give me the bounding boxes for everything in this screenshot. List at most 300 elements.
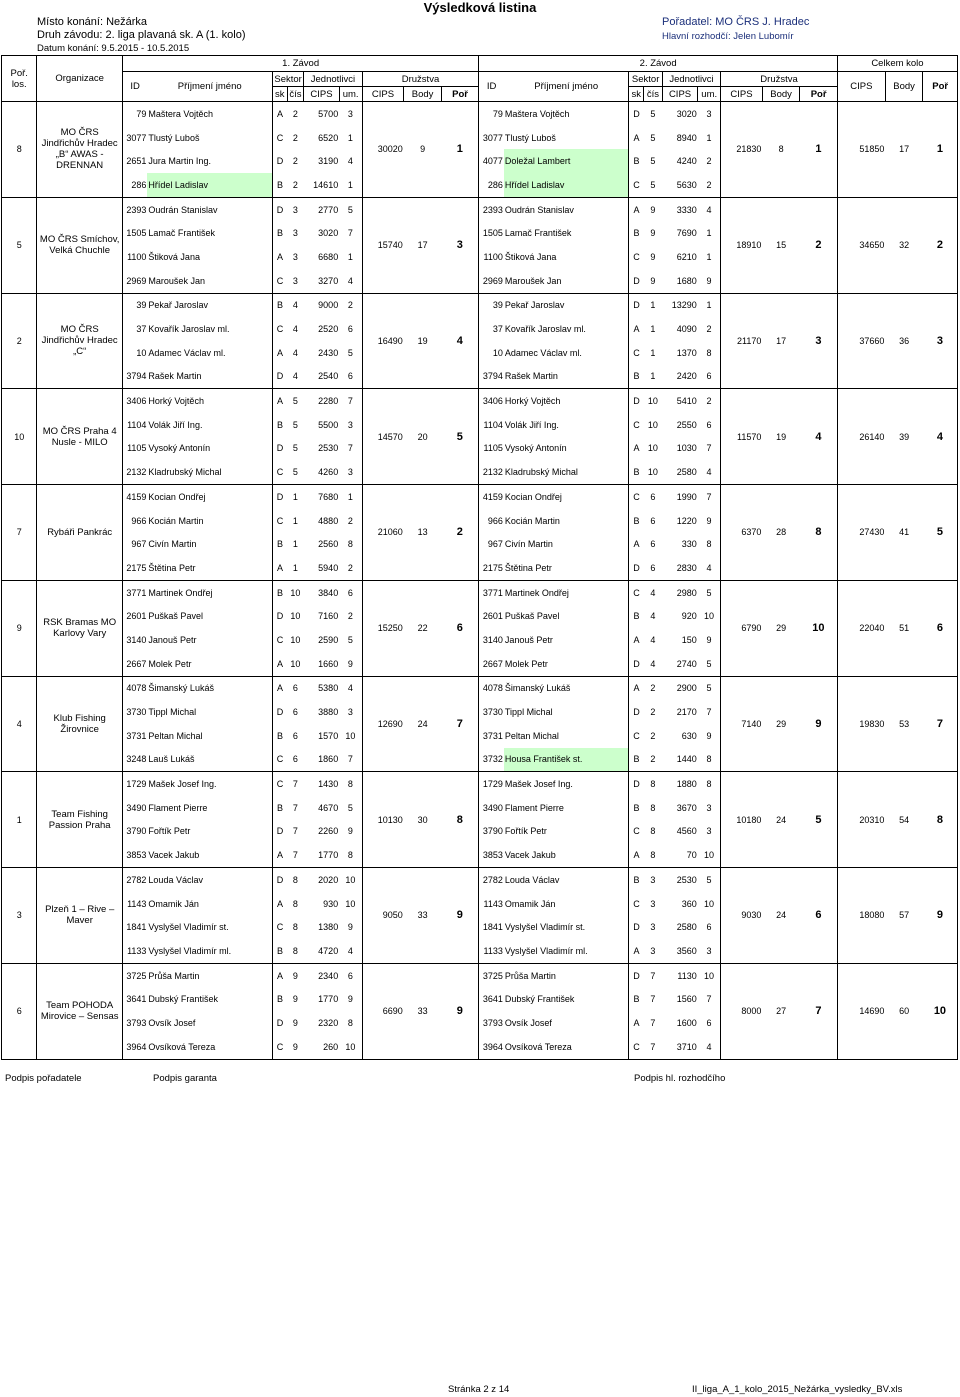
individual-rank: 4: [698, 197, 721, 221]
sector-letter: A: [633, 132, 640, 143]
individual-rank: 10: [698, 963, 721, 987]
team-cips-race1: 14570: [362, 389, 404, 485]
sector-letter: D: [629, 293, 644, 317]
sector-number: 5: [650, 156, 656, 167]
sector-letter: D: [629, 389, 644, 413]
team-cips-race1: 9050: [362, 868, 404, 964]
sector-number: 3: [650, 898, 656, 909]
sector-number: 8: [292, 898, 298, 909]
sector-number: 9: [650, 228, 656, 239]
sector-number: 3: [287, 197, 304, 221]
sector-letter: D: [276, 1017, 284, 1028]
team-cips-race2: 9030: [721, 868, 763, 964]
sector-number: 4: [287, 293, 304, 317]
signature-chief-judge: Podpis hl. rozhodčího: [634, 1073, 726, 1084]
sector-letter: A: [273, 963, 288, 987]
organizer: Pořadatel: MO ČRS J. Hradec: [662, 16, 810, 28]
sector-number: 6: [644, 485, 663, 509]
team-rank-race1: 7: [441, 676, 479, 772]
sector-letter: C: [273, 460, 288, 484]
competitor-id: 286: [122, 173, 147, 197]
individual-rank: 5: [698, 652, 721, 676]
sector-number: 2: [287, 173, 304, 197]
individual-rank: 8: [698, 532, 721, 556]
team-points-race1: 9: [404, 102, 442, 198]
team-points-race1: 19: [404, 293, 442, 389]
team-member-row: [2, 293, 958, 317]
individual-cips: 7690: [676, 228, 697, 239]
individual-cips: 7160: [318, 611, 339, 622]
individual-cips: 3840: [304, 580, 339, 604]
sector-letter: A: [277, 347, 284, 358]
competitor-id: 2393: [479, 197, 504, 221]
individual-rank: 4: [698, 460, 721, 484]
competitor-id: 1729: [122, 772, 147, 796]
individual-rank: 4: [339, 676, 362, 700]
sector-number: 7: [292, 802, 298, 813]
competitor-id: 1105: [127, 443, 147, 454]
competitor-name: Flament Pierre: [147, 796, 272, 820]
competitor-name: Průša Martin: [147, 963, 272, 987]
total-rank: 6: [923, 580, 958, 676]
sector-number: 5: [644, 173, 663, 197]
signature-organizer: Podpis pořadatele: [5, 1073, 82, 1084]
team-points-race2: 29: [762, 580, 800, 676]
competitor-id: 10: [136, 347, 147, 358]
sector-letter: B: [633, 994, 640, 1005]
competitor-name: Kladrubský Michal: [504, 460, 629, 484]
competitor-id: 967: [131, 539, 147, 550]
individual-cips: 930: [323, 898, 339, 909]
team-member-row: [2, 197, 958, 221]
competitor-name: Martinek Ondřej: [147, 580, 272, 604]
individual-cips: 1880: [662, 772, 697, 796]
individual-cips: 2900: [662, 676, 697, 700]
team-rank-race2: 6: [800, 868, 838, 964]
total-cips: 51850: [837, 102, 885, 198]
individual-rank: 10: [698, 843, 721, 867]
sector-letter: B: [633, 802, 640, 813]
sector-number: 6: [650, 539, 656, 550]
total-cips: 34650: [837, 197, 885, 293]
individual-cips: 5500: [318, 419, 339, 430]
individual-rank: 6: [698, 915, 721, 939]
sector-number: 1: [650, 347, 656, 358]
sector-number: 7: [644, 1035, 663, 1059]
competitor-name: Rašek Martin: [147, 365, 272, 389]
sector-number: 3: [292, 251, 298, 262]
sector-letter: A: [273, 556, 288, 580]
team-organization: MO ČRS Jindřichův Hradec „C“: [37, 293, 122, 389]
sector-letter: B: [277, 994, 284, 1005]
competitor-id: 1841: [126, 922, 147, 933]
sector-letter: A: [629, 676, 644, 700]
competitor-name: Štětina Petr: [147, 556, 272, 580]
sector-number: 2: [292, 132, 298, 143]
team-points-race2: 15: [762, 197, 800, 293]
total-points: 36: [885, 293, 923, 389]
individual-rank: 7: [698, 485, 721, 509]
individual-rank: 8: [339, 1011, 362, 1035]
individual-cips: 3560: [662, 939, 697, 963]
individual-cips: 13290: [662, 293, 697, 317]
col-team-cips-2: CIPS: [721, 87, 763, 102]
competitor-name: Kladrubský Michal: [147, 460, 272, 484]
competitor-name: Peltan Michal: [504, 724, 629, 748]
individual-cips: 1680: [662, 269, 697, 293]
page-number: Stránka 2 z 14: [448, 1384, 510, 1395]
individual-cips: 2980: [662, 580, 697, 604]
team-rank-race1: 2: [441, 485, 479, 581]
total-points: 53: [885, 676, 923, 772]
individual-rank: 7: [339, 748, 362, 772]
total-cips: 26140: [837, 389, 885, 485]
competitor-name: Vacek Jakub: [504, 843, 629, 867]
individual-cips: 920: [681, 611, 697, 622]
competitor-id: 3964: [479, 1035, 504, 1059]
col-um-1: um.: [339, 87, 362, 102]
competitor-id: 2667: [122, 652, 147, 676]
individual-rank: 9: [339, 820, 362, 844]
individual-cips: 1370: [676, 347, 697, 358]
individual-rank: 5: [339, 341, 362, 365]
competitor-id: 3790: [126, 826, 147, 837]
individual-rank: 2: [698, 149, 721, 173]
individual-cips: 4260: [304, 460, 339, 484]
team-organization: Plzeň 1 – Rive – Maver: [37, 868, 122, 964]
sector-number: 4: [650, 634, 656, 645]
sector-letter: C: [273, 748, 288, 772]
team-points-race2: 27: [762, 963, 800, 1059]
competitor-id: 2601: [482, 611, 503, 622]
individual-cips: 70: [662, 843, 697, 867]
race-dates: Datum konání: 9.5.2015 - 10.5.2015: [37, 43, 190, 54]
individual-rank: 2: [698, 389, 721, 413]
sector-letter: A: [633, 1017, 640, 1028]
individual-cips: 2580: [676, 922, 697, 933]
individual-cips: 5940: [304, 556, 339, 580]
individual-rank: 7: [339, 437, 362, 461]
sector-letter: C: [633, 347, 640, 358]
competitor-name: Štětina Petr: [504, 556, 629, 580]
sector-number: 1: [644, 365, 663, 389]
sector-letter: D: [276, 156, 284, 167]
sector-number: 3: [644, 939, 663, 963]
col-total-por: Poř: [923, 72, 958, 102]
individual-cips: 3020: [662, 102, 697, 126]
sector-number: 2: [287, 102, 304, 126]
sector-letter: D: [273, 868, 288, 892]
individual-rank: 2: [339, 293, 362, 317]
individual-rank: 7: [698, 700, 721, 724]
sector-letter: B: [633, 228, 640, 239]
team-organization: MO ČRS Smíchov, Velká Chuchle: [37, 197, 122, 293]
sector-letter: A: [633, 634, 640, 645]
sector-letter: A: [629, 197, 644, 221]
competitor-id: 2782: [479, 868, 504, 892]
team-lot: 1: [2, 772, 37, 868]
sector-number: 4: [292, 324, 298, 335]
team-cips-race1: 16490: [362, 293, 404, 389]
team-member-row: [2, 102, 958, 126]
team-points-race1: 17: [404, 197, 442, 293]
competitor-name: Rašek Martin: [504, 365, 629, 389]
sector-letter: D: [629, 772, 644, 796]
individual-rank: 7: [698, 987, 721, 1011]
sector-letter: D: [633, 707, 640, 718]
competitor-name: Vyslyšel Vladimír st.: [147, 915, 272, 939]
individual-cips: 1770: [318, 994, 339, 1005]
race-type: Druh závodu: 2. liga plavaná sk. A (1. kolo): [37, 29, 246, 41]
competitor-id: 966: [131, 515, 147, 526]
individual-rank: 9: [698, 269, 721, 293]
sector-letter: B: [277, 228, 284, 239]
sector-number: 1: [650, 324, 656, 335]
sector-number: 3: [292, 228, 298, 239]
individual-rank: 1: [698, 245, 721, 269]
sector-number: 9: [287, 1035, 304, 1059]
competitor-name: Lamač František: [504, 221, 629, 245]
competitor-name: Janouš Petr: [147, 628, 272, 652]
col-cips-1: CIPS: [304, 87, 339, 102]
competitor-name: Dubský František: [147, 987, 272, 1011]
sector-number: 7: [287, 843, 304, 867]
team-cips-race2: 6370: [721, 485, 763, 581]
individual-rank: 3: [339, 413, 362, 437]
individual-rank: 1: [698, 126, 721, 150]
competitor-id: 2969: [479, 269, 504, 293]
col-id-2: ID: [479, 72, 504, 102]
sector-number: 10: [287, 580, 304, 604]
competitor-name: Civín Martin: [504, 532, 629, 556]
individual-rank: 1: [339, 126, 362, 150]
sector-letter: C: [629, 173, 644, 197]
sector-number: 5: [650, 132, 656, 143]
individual-rank: 8: [339, 772, 362, 796]
competitor-name: Volák Jiří Ing.: [504, 413, 629, 437]
sector-number: 2: [644, 676, 663, 700]
chief-judge: Hlavní rozhodčí: Jelen Lubomír: [662, 31, 794, 42]
individual-cips: 1600: [676, 1017, 697, 1028]
sector-letter: B: [273, 580, 288, 604]
individual-rank: 7: [339, 221, 362, 245]
competitor-id: 286: [479, 173, 504, 197]
competitor-name: Kocián Martin: [147, 509, 272, 533]
competitor-id: 4078: [122, 676, 147, 700]
competitor-id: 1841: [482, 922, 503, 933]
total-points: 54: [885, 772, 923, 868]
individual-rank: 6: [339, 365, 362, 389]
individual-rank: 2: [339, 604, 362, 628]
sector-letter: D: [273, 365, 288, 389]
team-cips-race1: 30020: [362, 102, 404, 198]
individual-cips: 1430: [304, 772, 339, 796]
competitor-id: 966: [487, 515, 503, 526]
individual-cips: 1220: [676, 515, 697, 526]
individual-rank: 9: [698, 724, 721, 748]
col-individual-2: Jednotlivci: [662, 72, 720, 87]
competitor-id: 79: [479, 102, 504, 126]
individual-cips: 330: [681, 539, 697, 550]
sector-number: 7: [650, 1017, 656, 1028]
sector-letter: C: [276, 922, 284, 933]
team-points-race1: 33: [404, 963, 442, 1059]
competitor-name: Jura Martin Ing.: [147, 149, 272, 173]
sector-number: 10: [287, 652, 304, 676]
sector-number: 10: [647, 419, 658, 430]
team-points-race2: 24: [762, 868, 800, 964]
individual-rank: 3: [339, 102, 362, 126]
competitor-name: Horký Vojtěch: [147, 389, 272, 413]
sector-number: 8: [292, 922, 298, 933]
competitor-id: 3853: [122, 843, 147, 867]
competitor-id: 3406: [122, 389, 147, 413]
sector-number: 6: [650, 515, 656, 526]
individual-cips: 2530: [318, 443, 339, 454]
team-points-race1: 20: [404, 389, 442, 485]
competitor-id: 3731: [482, 730, 503, 741]
team-cips-race2: 21830: [721, 102, 763, 198]
individual-cips: 150: [681, 634, 697, 645]
sector-number: 6: [644, 556, 663, 580]
team-points-race2: 8: [762, 102, 800, 198]
total-points: 17: [885, 102, 923, 198]
sector-letter: D: [276, 826, 284, 837]
individual-cips: 260: [304, 1035, 339, 1059]
individual-cips: 14610: [304, 173, 339, 197]
sector-letter: C: [633, 898, 640, 909]
sector-number: 5: [292, 419, 298, 430]
competitor-id: 37: [136, 324, 147, 335]
individual-cips: 9000: [304, 293, 339, 317]
individual-cips: 2320: [318, 1017, 339, 1028]
competitor-name: Tlustý Luboš: [147, 126, 272, 150]
individual-rank: 2: [698, 317, 721, 341]
competitor-id: 3077: [482, 132, 503, 143]
sector-letter: B: [277, 539, 284, 550]
individual-rank: 3: [339, 700, 362, 724]
sector-number: 4: [292, 347, 298, 358]
sector-letter: A: [633, 539, 640, 550]
individual-cips: 6520: [318, 132, 339, 143]
sector-letter: A: [277, 251, 284, 262]
team-points-race2: 24: [762, 772, 800, 868]
col-team-por-1: Poř: [441, 87, 479, 102]
sector-letter: B: [629, 868, 644, 892]
competitor-id: 1104: [483, 419, 503, 430]
sector-number: 6: [292, 730, 298, 741]
sector-number: 8: [644, 772, 663, 796]
sector-letter: D: [276, 611, 284, 622]
competitor-id: 2651: [126, 156, 147, 167]
competitor-name: Kocian Ondřej: [147, 485, 272, 509]
total-points: 39: [885, 389, 923, 485]
col-team-body-2: Body: [762, 87, 800, 102]
team-cips-race2: 6790: [721, 580, 763, 676]
total-rank: 10: [923, 963, 958, 1059]
competitor-name: Doležal Lambert: [504, 149, 629, 173]
individual-cips: 2430: [318, 347, 339, 358]
competitor-id: 4077: [482, 156, 503, 167]
competitor-name: Puškaš Pavel: [147, 604, 272, 628]
team-cips-race2: 21170: [721, 293, 763, 389]
sector-letter: A: [629, 939, 644, 963]
sector-letter: A: [273, 843, 288, 867]
team-points-race1: 22: [404, 580, 442, 676]
col-total-cips: CIPS: [837, 72, 885, 102]
col-sk-2: sk: [629, 87, 644, 102]
sector-number: 9: [644, 269, 663, 293]
individual-cips: 4720: [304, 939, 339, 963]
competitor-name: Flament Pierre: [504, 796, 629, 820]
individual-rank: 3: [698, 102, 721, 126]
col-cis-2: čís: [644, 87, 663, 102]
sector-letter: C: [629, 485, 644, 509]
competitor-id: 1100: [483, 251, 503, 262]
sector-number: 9: [292, 994, 298, 1005]
team-points-race2: 29: [762, 676, 800, 772]
sector-number: 10: [644, 460, 663, 484]
competitor-name: Šimanský Lukáš: [147, 676, 272, 700]
sector-letter: B: [629, 365, 644, 389]
sector-number: 2: [292, 156, 298, 167]
competitor-id: 2969: [122, 269, 147, 293]
competitor-name: Vacek Jakub: [147, 843, 272, 867]
team-organization: RSK Bramas MO Karlovy Vary: [37, 580, 122, 676]
team-lot: 5: [2, 197, 37, 293]
individual-rank: 6: [339, 317, 362, 341]
sector-letter: C: [629, 1035, 644, 1059]
competitor-name: Kocián Martin: [504, 509, 629, 533]
competitor-id: 3794: [479, 365, 504, 389]
team-points-race2: 28: [762, 485, 800, 581]
competitor-name: Maštera Vojtěch: [147, 102, 272, 126]
competitor-name: Adamec Václav ml.: [504, 341, 629, 365]
sector-letter: D: [273, 197, 288, 221]
competitor-name: Ovsík Josef: [147, 1011, 272, 1035]
competitor-id: 3790: [482, 826, 503, 837]
sector-number: 7: [287, 772, 304, 796]
col-team-1: Družstva: [362, 72, 479, 87]
individual-rank: 1: [339, 245, 362, 269]
total-rank: 5: [923, 485, 958, 581]
col-id-1: ID: [122, 72, 147, 102]
sector-letter: C: [276, 634, 284, 645]
competitor-id: 1133: [122, 939, 147, 963]
competitor-name: Štiková Jana: [147, 245, 272, 269]
team-points-race1: 30: [404, 772, 442, 868]
competitor-name: Maroušek Jan: [504, 269, 629, 293]
sector-number: 2: [650, 730, 656, 741]
competitor-name: Vyslyšel Vladimír ml.: [504, 939, 629, 963]
competitor-name: Molek Petr: [147, 652, 272, 676]
individual-cips: 2540: [304, 365, 339, 389]
sector-number: 10: [644, 389, 663, 413]
individual-cips: 1660: [304, 652, 339, 676]
competitor-id: 3490: [126, 802, 147, 813]
individual-cips: 2830: [662, 556, 697, 580]
sector-number: 2: [644, 748, 663, 772]
team-lot: 7: [2, 485, 37, 581]
individual-rank: 4: [339, 149, 362, 173]
venue: Místo konání: Nežárka: [37, 16, 148, 28]
individual-cips: 3880: [318, 707, 339, 718]
total-cips: 27430: [837, 485, 885, 581]
competitor-id: 3730: [482, 707, 503, 718]
individual-rank: 6: [698, 413, 721, 437]
competitor-id: 3725: [122, 963, 147, 987]
competitor-id: 3406: [479, 389, 504, 413]
